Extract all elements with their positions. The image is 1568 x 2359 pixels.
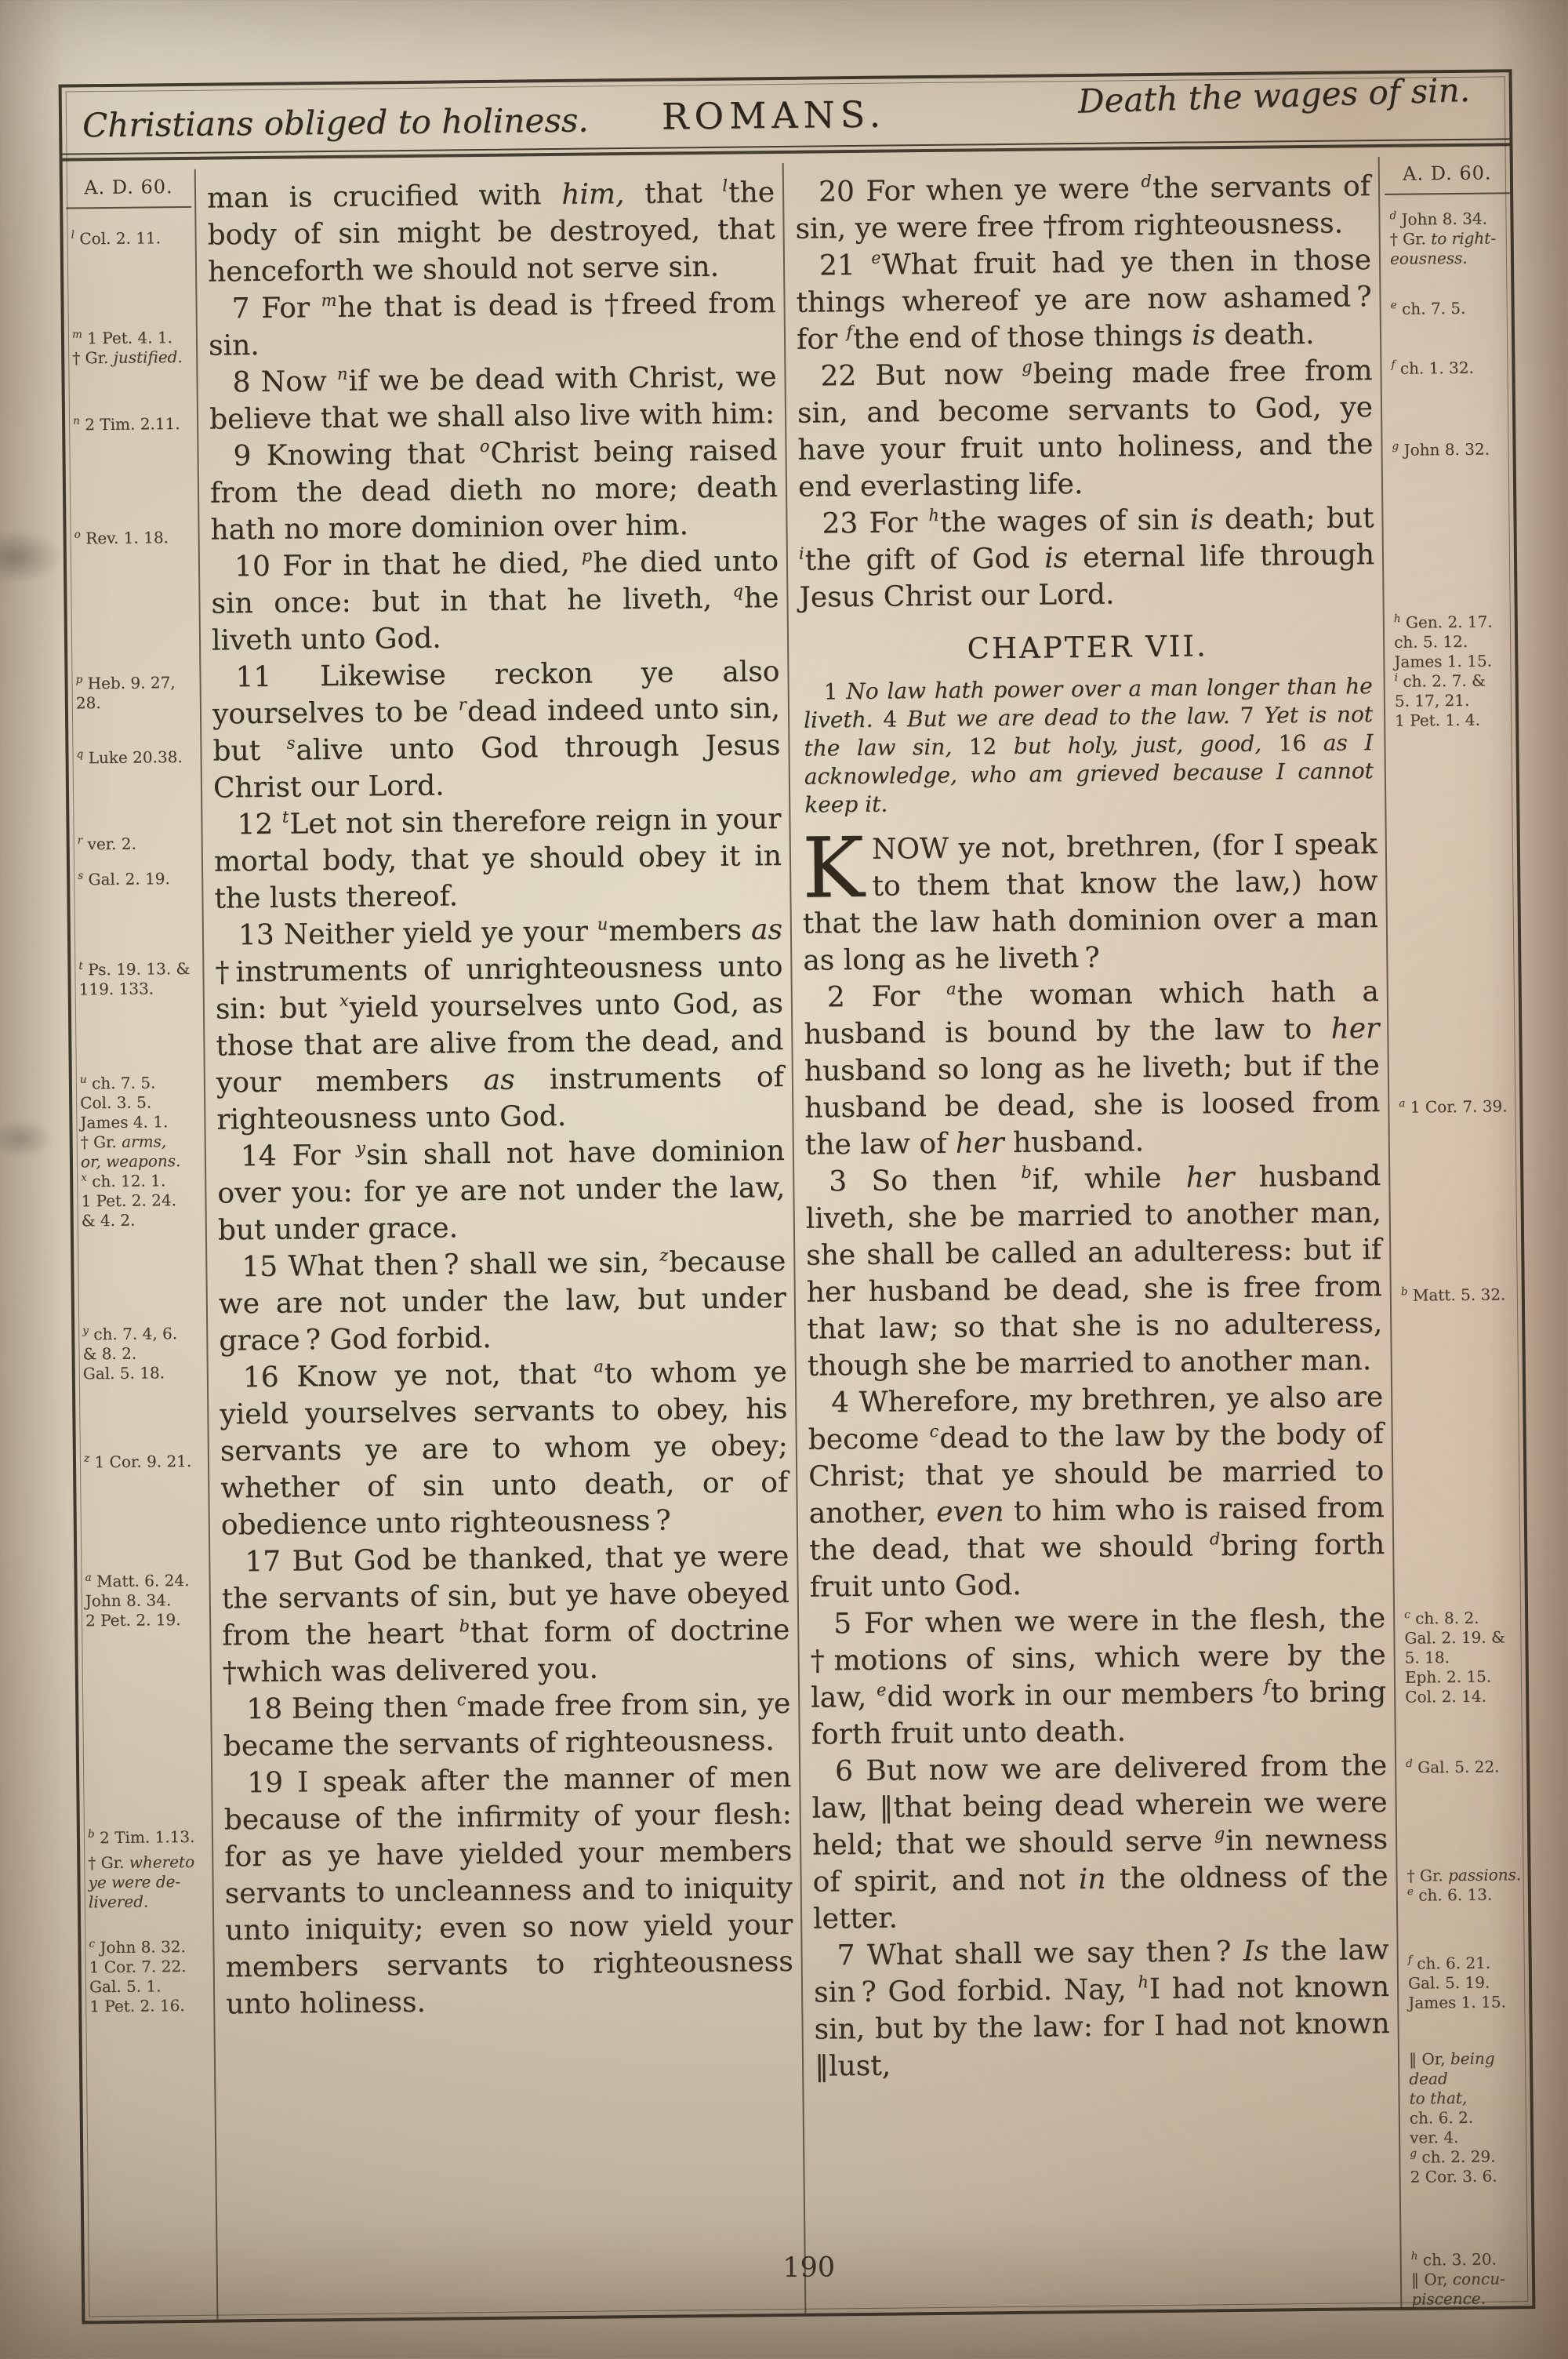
verse-6-continued: man is crucified with him, that $^l$the body of sin might be destroyed, that henceforth we should not serve sin. [206, 176, 775, 289]
margin-note: $^d$ John 8. 34. † Gr. to right- eousness. [1389, 209, 1497, 268]
margin-note: $^d$ Gal. 5. 22. [1406, 1757, 1500, 1777]
verse-9: 9 Knowing that $^o$Christ being raised from the dead dieth no more; death hath no more dominion over him. [209, 434, 779, 547]
left-margin-date: A. D. 60. [66, 177, 191, 209]
drop-cap-initial: K [801, 819, 865, 917]
margin-note: $^e$ ch. 7. 5. [1390, 298, 1466, 318]
margin-note: $^q$ Luke 20.38. [76, 747, 183, 768]
verse-14: 14 For $^y$sin shall not have dominion over you: for ye are not under the law, but under grace. [217, 1134, 786, 1247]
verse-1-ch7 [801, 819, 1379, 980]
verse-6-ch7: 6 But now we are delivered from the law, ‖that being dead wherein we were held; that we should serve $^g$in newness of spirit, and not in the oldness of the letter. [811, 1749, 1388, 1936]
margin-note: $^z$ 1 Cor. 9. 21. [83, 1451, 192, 1472]
margin-note: $^t$ Ps. 19. 13. & 119. 133. [78, 958, 191, 999]
verse-8: 8 Now $^n$if we be dead with Christ, we believe that we shall also live with him: [209, 361, 777, 436]
verse-2-ch7: 2 For $^a$the woman which hath a husband is bound by the law to her husband so long as he liveth; but if the husband be dead, she is loosed from the law of her husband. [804, 976, 1381, 1161]
verse-17: 17 But God be thanked, that ye were the servants of sin, but ye have obeyed from the heart $^b$that form of doctrine †which was delivered you. [221, 1539, 790, 1689]
right-margin-column [1381, 0, 1534, 2307]
verse-3-ch7: 3 So then $^b$if, while her husband liveth, she be married to another man, she shall be called an adulteress: but if her husband be dead, she is free from that law; so that she is no adulteress, though she be married to another man. [805, 1160, 1383, 1383]
verse-7: 7 For $^m$he that is dead is †freed from sin. [208, 287, 776, 362]
book-title: ROMANS. [661, 93, 887, 138]
verse-16: 16 Know ye not, that $^a$to whom ye yield yourselves servants to obey, his servants ye are to whom ye obey; whether of sin unto death, or of obedience unto righteousness ? [220, 1355, 789, 1542]
margin-note: $^p$ Heb. 9. 27, 28. [75, 673, 176, 713]
verse-13: 13 Neither yield ye your $^u$members as †instruments of unrighteousness unto sin: but $^x$yield yourselves unto God, as those that are alive from the dead, and your members as instruments of righteousness unto God. [215, 914, 785, 1136]
margin-note: $^g$ John 8. 32. [1392, 439, 1490, 460]
verse-11: 11 Likewise reckon ye also yourselves to be $^r$dead indeed unto sin, but $^s$alive unto God through Jesus Christ our Lord. [212, 656, 781, 805]
left-text-column [207, 174, 794, 2023]
margin-note: $^h$ ch. 3. 20. ‖ Or, concu- piscence. [1410, 2249, 1505, 2309]
margin-note: $^u$ ch. 7. 5. Col. 3. 5. James 4. 1. † Gr. arms, or, weapons. $^x$ ch. 12. 1. 1 Pet. 2. 24. & 4. 2. [79, 1073, 181, 1230]
margin-note: † Gr. passions. $^e$ ch. 6. 13. [1406, 1865, 1522, 1905]
margin-note: ‖ Or, being dead to that, ch. 6. 2. ver. 4. $^g$ ch. 2. 29. 2 Cor. 3. 6. [1408, 2048, 1497, 2186]
margin-note: $^n$ 2 Tim. 2.11. [72, 414, 180, 434]
margin-note: $^f$ ch. 1. 32. [1391, 358, 1475, 378]
verse-1-ch7-text: NOW ye not, brethren, (for I speak to them that know the law,) how that the law hath dominion over a man as long as he liveth ? [802, 828, 1379, 977]
verse-20: 20 For when ye were $^d$the servants of sin, ye were free †from righteousness. [795, 170, 1371, 245]
margin-note: $^f$ ch. 6. 21. Gal. 5. 19. James 1. 15. [1407, 1953, 1507, 2012]
margin-note: $^r$ ver. 2. [77, 834, 137, 854]
verse-4-ch7: 4 Wherefore, my brethren, ye also are become $^c$dead to the law by the body of Christ; that ye should be married to another, even to him who is raised from the dead, that we should $^d$bring forth fruit unto God. [808, 1381, 1385, 1604]
margin-note: $^a$ 1 Cor. 7. 39. [1399, 1096, 1508, 1117]
page-number: 190 [782, 2252, 836, 2284]
verse-18: 18 Being then $^c$made free from sin, ye became the servants of righteousness. [223, 1687, 791, 1763]
margin-note: $^a$ Matt. 6. 24. John 8. 34. 2 Pet. 2. 19. [85, 1570, 190, 1630]
verse-19: 19 I speak after the manner of men because of the infirmity of your flesh: for as ye have yielded your members servants to uncleanness and to iniquity unto iniquity; even so now yield your members servants to righteousness unto holiness. [223, 1761, 793, 2021]
margin-note: $^s$ Gal. 2. 19. [78, 869, 170, 889]
chapter-summary: 1 No law hath power over a man longer than he liveth. 4 But we are dead to the law. 7 Yet is not the law sin, 12 but holy, just, good, 16 as I acknowledge, who am grieved because I cannot keep it. [803, 673, 1374, 818]
verse-10: 10 For in that he died, $^p$he died unto sin once: but in that he liveth, $^q$he liveth unto God. [211, 545, 779, 657]
margin-note: $^h$ Gen. 2. 17. ch. 5. 12. James 1. 15. $^i$ ch. 2. 7. & 5. 17, 21. 1 Pet. 1. 4. [1393, 612, 1493, 730]
margin-note: $^m$ 1 Pet. 4. 1. † Gr. justified. [71, 328, 183, 368]
right-text-column [795, 168, 1390, 2085]
running-head-left: Christians obliged to holiness. [82, 100, 590, 145]
margin-note: $^y$ ch. 7. 4, 6. & 8. 2. Gal. 5. 18. [82, 1324, 178, 1383]
margin-note: † Gr. whereto ye were de- livered. [88, 1852, 195, 1912]
verse-15: 15 What then ? shall we sin, $^z$because we are not under the law, but under grace ? God forbid. [218, 1245, 787, 1358]
verse-21: 21 $^e$What fruit had ye then in those things whereof ye are now ashamed ? for $^f$the end of those things is death. [796, 244, 1372, 356]
chapter-heading: CHAPTER VII. [967, 629, 1209, 666]
margin-note: $^c$ ch. 8. 2. Gal. 2. 19. & 5. 18. Eph. 2. 15. Col. 2. 14. [1404, 1608, 1505, 1707]
verse-7-ch7: 7 What shall we say then ? Is the law sin ? God forbid. Nay, $^h$I had not known sin, but by the law: for I had not known ‖lust, [813, 1933, 1390, 2083]
left-margin-column [63, 6, 216, 2321]
margin-note: $^c$ John 8. 32. 1 Cor. 7. 22. Gal. 5. 1. 1 Pet. 2. 16. [89, 1937, 187, 2016]
margin-note: $^l$ Col. 2. 11. [71, 228, 162, 249]
margin-note: $^o$ Rev. 1. 18. [74, 528, 169, 548]
verse-22: 22 But now $^g$being made free from sin, and become servants to God, ye have your fruit unto holiness, and the end everlasting life. [797, 354, 1374, 503]
margin-note: $^b$ Matt. 5. 32. [1400, 1285, 1506, 1305]
verse-5-ch7: 5 For when we were in the flesh, the †motions of sins, which were by the law, $^e$did work in our members $^f$to bring forth fruit unto death. [810, 1602, 1387, 1751]
verse-12: 12 $^t$Let not sin therefore reign in your mortal body, that ye should obey it in the lusts thereof. [213, 803, 782, 915]
verse-23: 23 For $^h$the wages of sin is death; but $^i$the gift of God is eternal life through Jesus Christ our Lord. [798, 502, 1375, 614]
running-head-right: Death the wages of sin. [1077, 70, 1471, 121]
right-margin-date: A. D. 60. [1385, 163, 1510, 195]
margin-note: $^b$ 2 Tim. 1.13. [87, 1826, 195, 1848]
